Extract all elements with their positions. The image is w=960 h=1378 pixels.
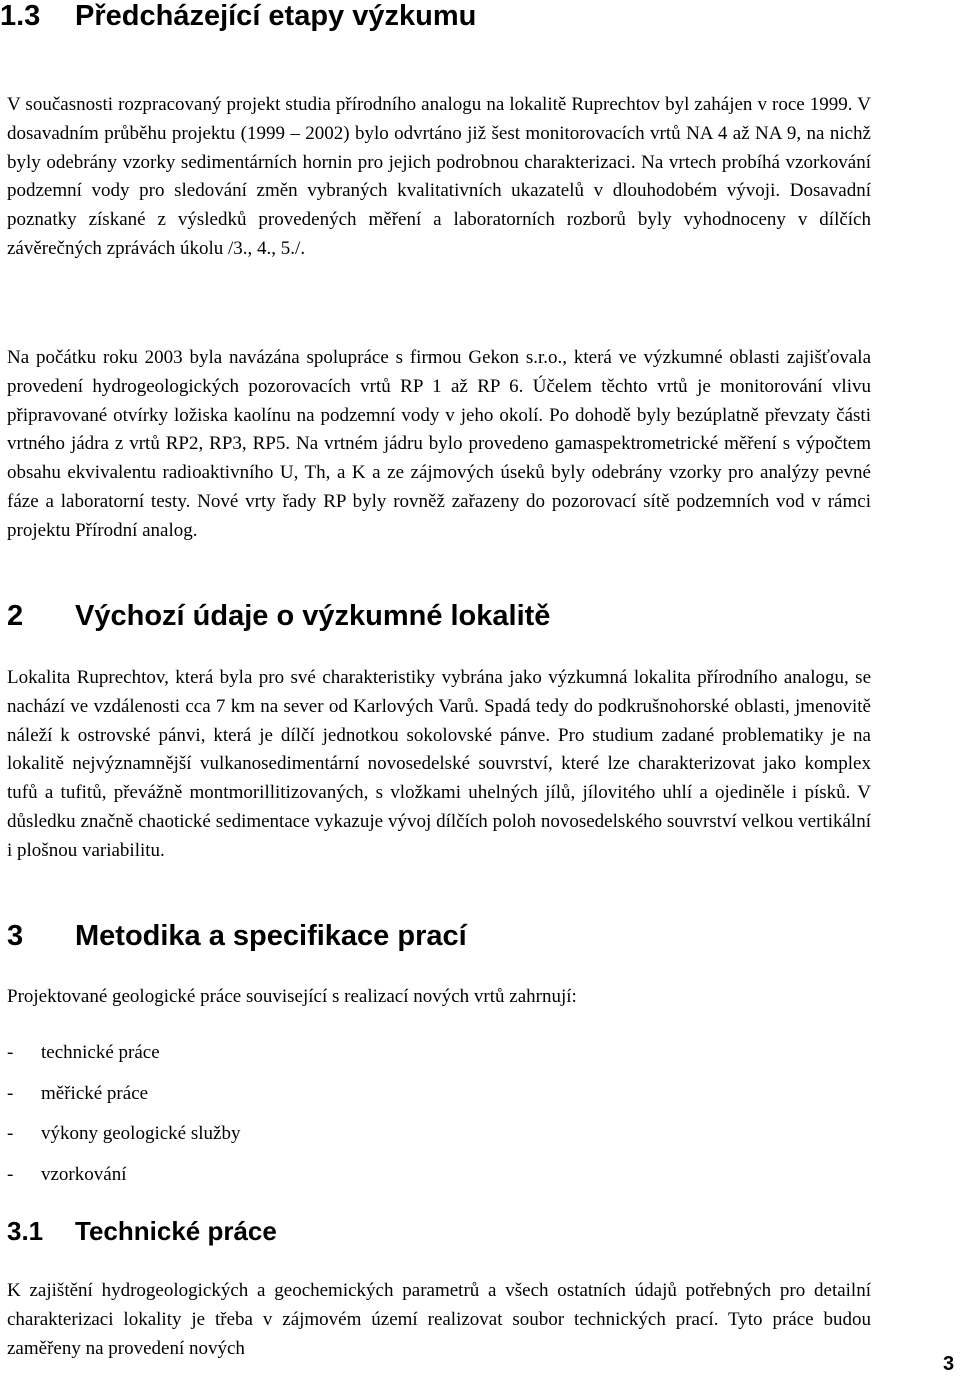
section-title: Technické práce bbox=[75, 1216, 277, 1246]
list-item-text: vzorkování bbox=[41, 1163, 127, 1185]
section-title: Metodika a specifikace prací bbox=[75, 920, 467, 952]
section-heading-1-3 bbox=[0, 0, 880, 32]
section-number: 3 bbox=[7, 920, 24, 952]
list-item: - měřické práce bbox=[7, 1082, 149, 1104]
paragraph: K zajištění hydrogeologických a geochemických parametrů a všech ostatních údajů potřebných pro detailní charakterizaci lokality je třeba v zájmovém území realizovat soubor technických prací. Tyto práce budou zaměřeny na provedení nových bbox=[7, 1280, 871, 1359]
section-heading-3 bbox=[7, 920, 871, 952]
paragraph: V současnosti rozpracovaný projekt studia přírodního analogu na lokalitě Ruprechtov byl zahájen v roce 1999. V dosavadním průběhu projektu (1999 – 2002) bylo odvrtáno již šest monitorovacích vrtů NA 4 až NA 9, na nichž byly odebrány vzorky sedimentárních hornin pro jejich podrobnou charakterizaci. Na vrtech probíhá vzorkování podzemní vody pro sledování změn vybraných kvalitativních ukazatelů v dlouhodobém vývoji. Dosavadní poznatky získané z výsledků provedených měření a laboratorních rozborů byly vyhodnoceny v dílčích závěrečných zprávách úkolu /3., 4., 5./. bbox=[7, 94, 871, 259]
list-item: - výkony geologické služby bbox=[7, 1123, 241, 1144]
section-heading-3-1 bbox=[7, 1216, 871, 1246]
section-number: 3.1 bbox=[7, 1216, 44, 1246]
list-item-text: technické práce bbox=[41, 1042, 160, 1063]
section-number: 1.3 bbox=[0, 0, 41, 32]
work-list bbox=[7, 1033, 871, 1195]
list-item: - vzorkování bbox=[7, 1163, 127, 1185]
section-number: 2 bbox=[7, 600, 24, 632]
section-title: Výchozí údaje o výzkumné lokalitě bbox=[75, 600, 551, 632]
section-title: Předcházející etapy výzkumu bbox=[75, 0, 477, 32]
paragraph: Lokalita Ruprechtov, která byla pro své charakteristiky vybrána jako výzkumná lokalita přírodního analogu, se nachází ve vzdálenosti cca 7 km na sever od Karlových Varů. Spadá tedy do podkrušnohorské oblasti, jmenovitě náleží k ostrovské pánvi, která je dílčí jednotkou sokolovské pánve. Pro studium zadané problematiky je na lokalitě nejvýznamnější vulkanosedimentární novosedelské souvrství, které lze charakterizovat jako komplex tufů a tufitů, převážně montmorillitizovaných, s vložkami uhelných jílů, jílovitého uhlí a ojediněle i písků. V důsledku značně chaotické sedimentace vykazuje vývoj dílčích poloh novosedelského souvrství velkou vertikální i plošnou variabilitu. bbox=[7, 667, 871, 861]
page-number: 3 bbox=[943, 1353, 955, 1375]
list-item-text: výkony geologické služby bbox=[41, 1123, 241, 1144]
list-item-text: měřické práce bbox=[41, 1082, 149, 1104]
paragraph: Na počátku roku 2003 byla navázána spolupráce s firmou Gekon s.r.o., která ve výzkumné oblasti zajišťovala provedení hydrogeologických pozorovacích vrtů RP 1 až RP 6. Účelem těchto vrtů je monitorování vlivu připravované otvírky ložiska kaolínu na podzemní vody v jeho okolí. Po dohodě byly bezúplatně převzaty části vrtného jádra z vrtů RP2, RP3, RP5. Na vrtném jádru bylo provedeno gamaspektrometrické měření s výpočtem obsahu ekvivalentu radioaktivního U, Th, a K a ze zájmových úseků byly odebrány vzorky pro analýzy pevné fáze a laboratorní testy. Nové vrty řady RP byly rovněž zařazeny do pozorovací sítě podzemních vod v rámci projektu Přírodní analog. bbox=[7, 347, 871, 541]
section-heading-2 bbox=[7, 600, 871, 632]
paragraph: Projektované geologické práce související s realizací nových vrtů zahrnují: bbox=[7, 986, 577, 1007]
list-item: - technické práce bbox=[7, 1042, 160, 1063]
